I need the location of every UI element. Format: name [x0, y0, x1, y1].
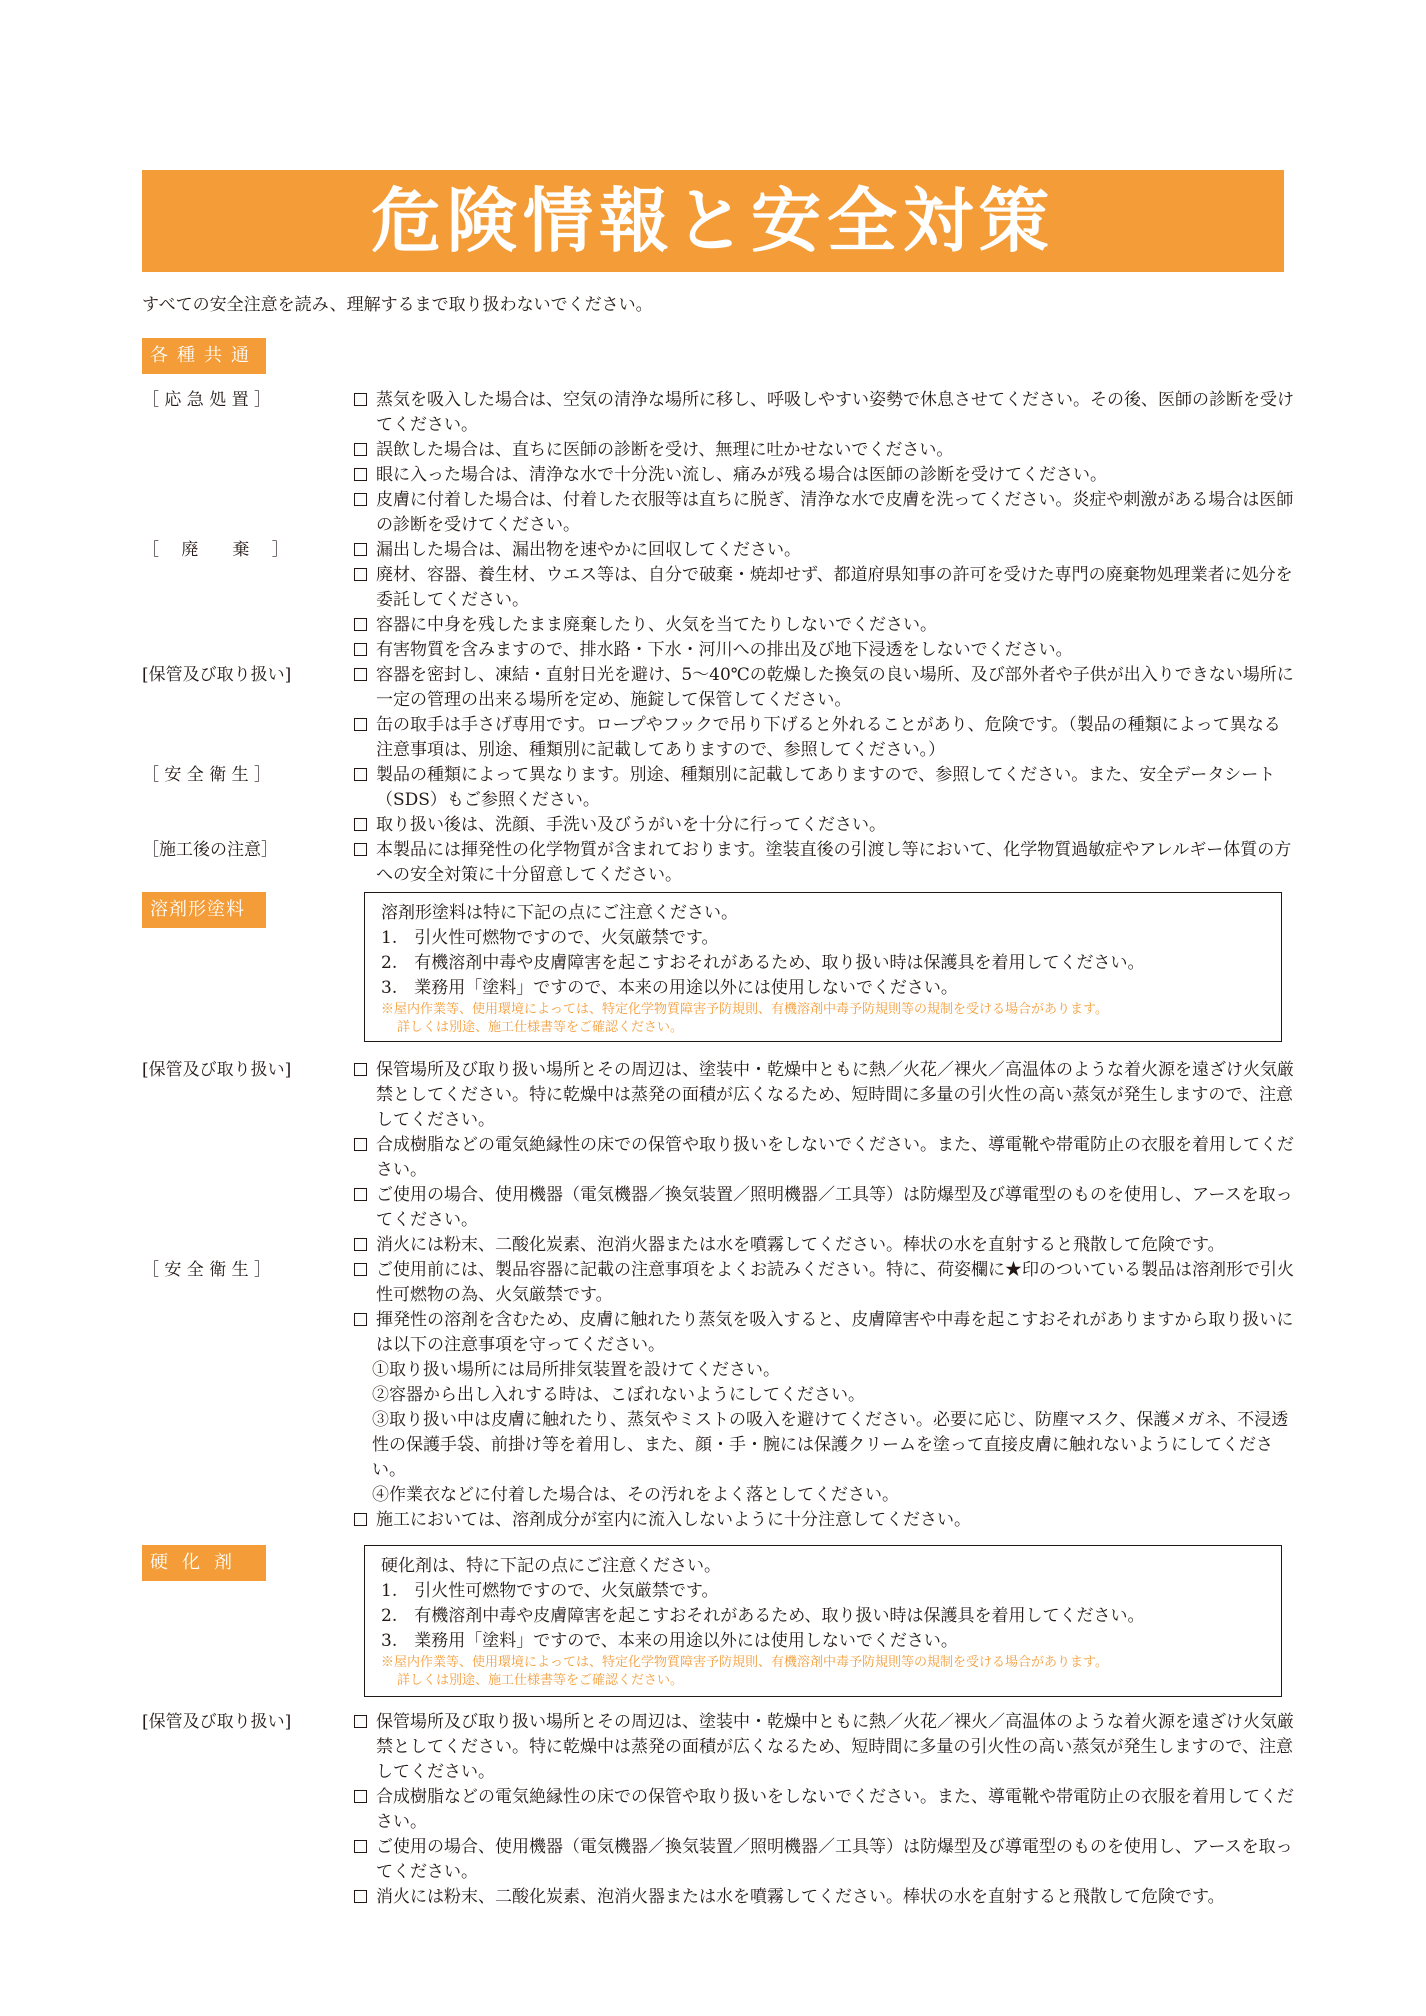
box-note: 詳しくは別途、施工仕様書等をご確認ください。: [397, 1673, 684, 1688]
group-label: [保管及び取り扱い]: [142, 665, 292, 685]
group-label: ［ 安 全 衛 生 ］: [142, 1260, 272, 1280]
group-label: ［施工後の注意］: [142, 840, 278, 860]
group-items: [352, 388, 1294, 538]
box-note: ※屋内作業等、使用環境によっては、特定化学物質障害予防規則、有機溶剤中毒予防規則等の規制を受ける場合があります。: [381, 1655, 1108, 1670]
box-point: 2. 有機溶剤中毒や皮膚障害を起こすおそれがあるため、取り扱い時は保護具を着用してください。: [381, 953, 1145, 973]
checklist-item: 容器に中身を残したまま廃棄したり、火気を当てたりしないでください。: [352, 613, 1294, 638]
checklist-item: ご使用の場合、使用機器（電気機器／換気装置／照明機器／工具等）は防爆型及び導電型のものを使用し、アースを取ってください。: [352, 1183, 1294, 1233]
checklist-item: 製品の種類によって異なります。別途、種類別に記載してありますので、参照してください。また、安全データシート（SDS）もご参照ください。: [352, 763, 1294, 813]
checklist-item: 有害物質を含みますので、排水路・下水・河川への排出及び地下浸透をしないでください。: [352, 638, 1294, 663]
box-point: 1. 引火性可燃物ですので、火気厳禁です。: [381, 928, 719, 948]
page-title: 危険情報と安全対策: [142, 170, 1284, 272]
checklist-item: 缶の取手は手さげ専用です。ロープやフックで吊り下げると外れることがあり、危険です。（製品の種類によって異なる注意事項は、別途、種類別に記載してありますので、参照してください。）: [352, 713, 1294, 763]
checklist-item: 漏出した場合は、漏出物を速やかに回収してください。: [352, 538, 1294, 563]
section-hardener: [142, 1710, 1292, 1910]
box-note: ※屋内作業等、使用環境によっては、特定化学物質障害予防規則、有機溶剤中毒予防規則等の規制を受ける場合があります。: [381, 1002, 1108, 1017]
checklist-item: 揮発性の溶剤を含むため、皮膚に触れたり蒸気を吸入すると、皮膚障害や中毒を起こすおそれがありますから取り扱いには以下の注意事項を守ってください。: [352, 1308, 1294, 1358]
checklist-item: 消火には粉末、二酸化炭素、泡消火器または水を噴霧してください。棒状の水を直射すると飛散して危険です。: [352, 1233, 1294, 1258]
group-label: [保管及び取り扱い]: [142, 1712, 292, 1732]
checklist-item: 眼に入った場合は、清浄な水で十分洗い流し、痛みが残る場合は医師の診断を受けてください。: [352, 463, 1294, 488]
checklist-item: ご使用の場合、使用機器（電気機器／換気装置／照明機器／工具等）は防爆型及び導電型のものを使用し、アースを取ってください。: [352, 1835, 1294, 1885]
checklist-subitem: [352, 1358, 1294, 1383]
intro-text: すべての安全注意を読み、理解するまで取り扱わないでください。: [142, 295, 653, 315]
box-point: 3. 業務用「塗料」ですので、本来の用途以外には使用しないでください。: [381, 1631, 958, 1651]
checklist-subitem: [352, 1383, 1294, 1408]
checklist-item: 保管場所及び取り扱い場所とその周辺は、塗装中・乾燥中ともに熱／火花／裸火／高温体のような着火源を遠ざけ火気厳禁としてください。特に乾燥中は蒸発の面積が広くなるため、短時間に多量の引火性の高い蒸気が発生しますので、注意してください。: [352, 1058, 1294, 1133]
checklist-item: 保管場所及び取り扱い場所とその周辺は、塗装中・乾燥中ともに熱／火花／裸火／高温体のような着火源を遠ざけ火気厳禁としてください。特に乾燥中は蒸発の面積が広くなるため、短時間に多量の引火性の高い蒸気が発生しますので、注意してください。: [352, 1710, 1294, 1785]
group-label: ［ 安 全 衛 生 ］: [142, 765, 272, 785]
box-point: 2. 有機溶剤中毒や皮膚障害を起こすおそれがあるため、取り扱い時は保護具を着用してください。: [381, 1606, 1145, 1626]
checklist-item: 合成樹脂などの電気絶縁性の床での保管や取り扱いをしないでください。また、導電靴や帯電防止の衣服を着用してください。: [352, 1785, 1294, 1835]
subitem-text: ④作業衣などに付着した場合は、その汚れをよく落としてください。: [372, 1485, 899, 1505]
checklist-item: 取り扱い後は、洗顔、手洗い及びうがいを十分に行ってください。: [352, 813, 1294, 838]
group-items: [352, 763, 1294, 838]
checklist-subitem: [352, 1483, 1294, 1508]
box-point: 1. 引火性可燃物ですので、火気厳禁です。: [381, 1581, 719, 1601]
checklist-item: 皮膚に付着した場合は、付着した衣服等は直ちに脱ぎ、清浄な水で皮膚を洗ってください。炎症や刺激がある場合は医師の診断を受けてください。: [352, 488, 1294, 538]
solvent-paint-notice-box: [364, 892, 1282, 1042]
group-label: [保管及び取り扱い]: [142, 1060, 292, 1080]
checklist-item: 廃材、容器、養生材、ウエス等は、自分で破棄・焼却せず、都道府県知事の許可を受けた専門の廃棄物処理業者に処分を委託してください。: [352, 563, 1294, 613]
box-point: 3. 業務用「塗料」ですので、本来の用途以外には使用しないでください。: [381, 978, 958, 998]
group-items: [352, 1258, 1294, 1533]
group-items: [352, 1058, 1294, 1258]
box-heading: 硬化剤は、特に下記の点にご注意ください。: [381, 1556, 721, 1576]
tag-solvent-paint: 溶剤形塗料: [142, 892, 266, 928]
tag-hardener: 硬化剤: [142, 1545, 266, 1581]
checklist-item: ご使用前には、製品容器に記載の注意事項をよくお読みください。特に、荷姿欄に★印のついている製品は溶剤形で引火性可燃物の為、火気厳禁です。: [352, 1258, 1294, 1308]
subitem-text: ①取り扱い場所には局所排気装置を設けてください。: [372, 1360, 780, 1380]
section-common: [142, 388, 1292, 888]
group-items: [352, 538, 1294, 663]
group-items: [352, 1710, 1294, 1910]
subitem-text: ③取り扱い中は皮膚に触れたり、蒸気やミストの吸入を避けてください。必要に応じ、防塵マスク、保護メガネ、不浸透性の保護手袋、前掛け等を着用し、また、顔・手・腕には保護クリームを塗って直接皮膚に触れないようにしてください。: [372, 1410, 1289, 1480]
group-items: [352, 663, 1294, 763]
group-items: [352, 838, 1294, 888]
section-solvent-paint: [142, 1058, 1292, 1533]
checklist-item: 蒸気を吸入した場合は、空気の清浄な場所に移し、呼吸しやすい姿勢で休息させてください。その後、医師の診断を受けてください。: [352, 388, 1294, 438]
box-heading: 溶剤形塗料は特に下記の点にご注意ください。: [381, 903, 738, 923]
hardener-notice-box: [364, 1545, 1282, 1697]
checklist-item: 消火には粉末、二酸化炭素、泡消火器または水を噴霧してください。棒状の水を直射すると飛散して危険です。: [352, 1885, 1294, 1910]
group-label: ［ 応 急 処 置 ］: [142, 390, 272, 410]
checklist-item: 施工においては、溶剤成分が室内に流入しないように十分注意してください。: [352, 1508, 1294, 1533]
checklist-item: 本製品には揮発性の化学物質が含まれております。塗装直後の引渡し等において、化学物質過敏症やアレルギー体質の方への安全対策に十分留意してください。: [352, 838, 1294, 888]
checklist-item: 合成樹脂などの電気絶縁性の床での保管や取り扱いをしないでください。また、導電靴や帯電防止の衣服を着用してください。: [352, 1133, 1294, 1183]
subitem-text: ②容器から出し入れする時は、こぼれないようにしてください。: [372, 1385, 865, 1405]
checklist-item: 誤飲した場合は、直ちに医師の診断を受け、無理に吐かせないでください。: [352, 438, 1294, 463]
checklist-item: 容器を密封し、凍結・直射日光を避け、5～40℃の乾燥した換気の良い場所、及び部外者や子供が出入りできない場所に一定の管理の出来る場所を定め、施錠して保管してください。: [352, 663, 1294, 713]
box-note: 詳しくは別途、施工仕様書等をご確認ください。: [397, 1020, 684, 1035]
checklist-subitem: [352, 1408, 1294, 1483]
tag-common: 各種共通: [142, 338, 266, 374]
group-label: ［ 廃 棄 ］: [142, 540, 289, 560]
